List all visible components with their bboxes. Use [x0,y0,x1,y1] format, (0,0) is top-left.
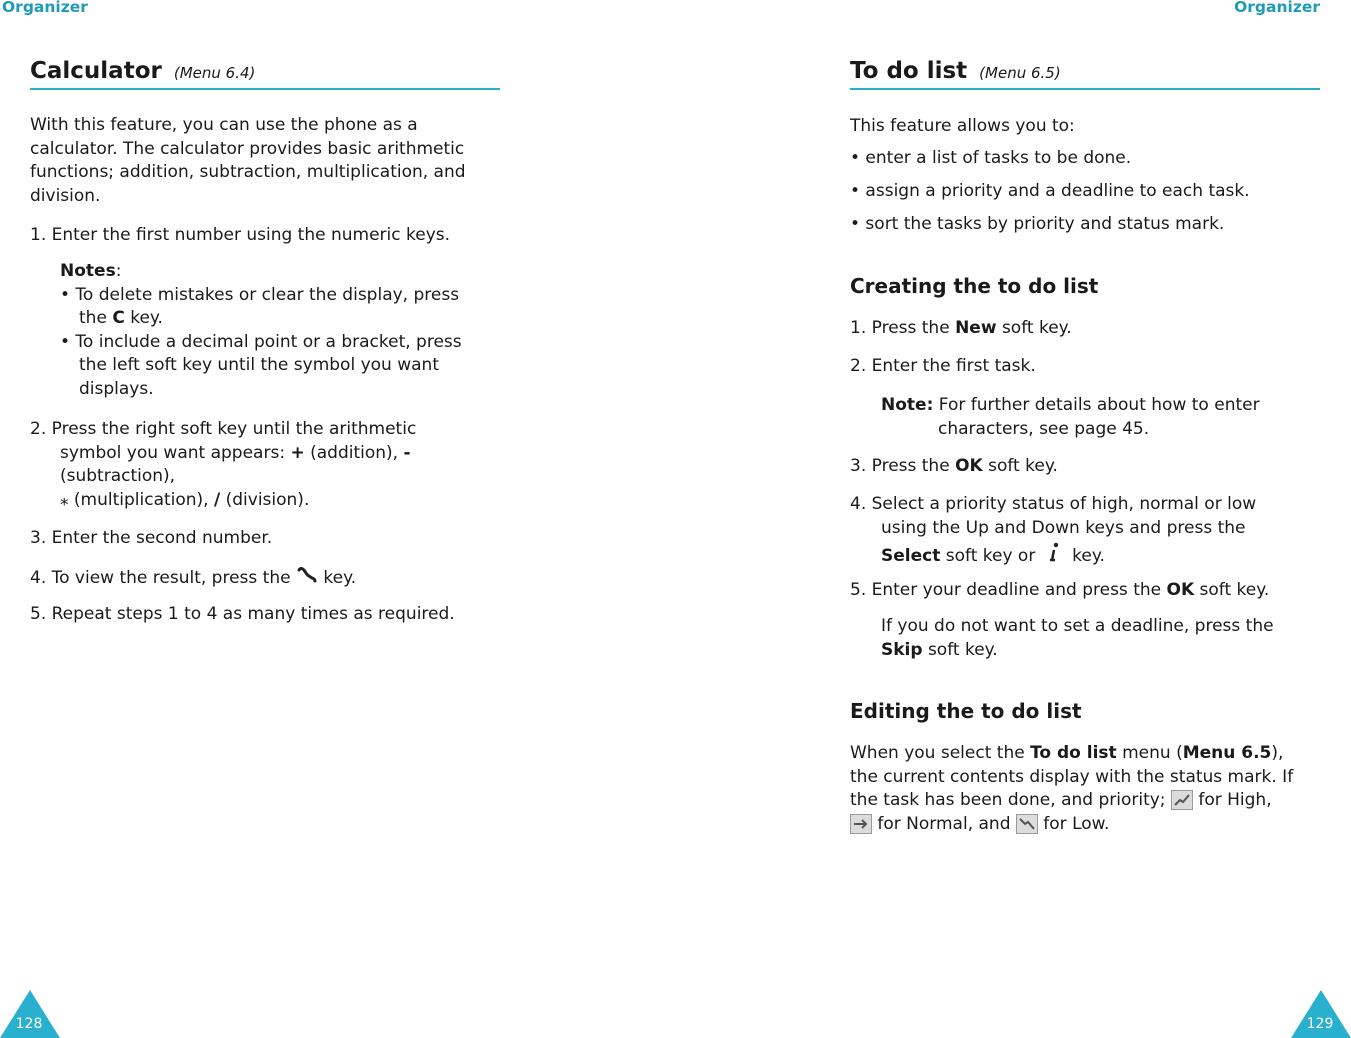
intro-line: With this feature, you can use the phone as a [30,115,418,135]
step-4: 4. To view the result, press the key. [30,565,356,591]
intro-line: division. [30,185,101,206]
step-5: 5. Repeat steps 1 to 4 as many times as required. [30,604,455,624]
page-number: 129 [1306,1016,1334,1032]
intro-text: This feature allows you to: [850,116,1075,136]
title-text: To do list [850,58,968,84]
editing-paragraph: When you select the To do list menu (Menu 6.5), the current contents display with the status mark. If the task has been done, and priority; for High, for Normal, and for Low. [850,743,1294,834]
send-key-icon [296,565,318,591]
page-number: 128 [15,1016,43,1032]
page-header: Organizer [1234,0,1320,16]
left-page [0,0,675,1038]
c-step-3: 3. Press the OK soft key. [850,456,1058,476]
page-header: Organizer [2,0,88,16]
note-block: Note: For further details about how to enter characters, see page 45. [881,395,1260,439]
c-step-4: 4. Select a priority status of high, normal or low using the Up and Down keys and press the Select soft key or key. [850,493,1256,572]
step-1: 1. Enter the first number using the numeric keys. [30,225,451,245]
editing-heading: Editing the to do list [850,699,1082,723]
title-text: Calculator [30,58,162,84]
menu-ref: (Menu 6.4) [173,64,256,82]
notes-block: Notes: • To delete mistakes or clear the display, press the C key. • To include a decimal point or a bracket, press the left soft key until the symbol you want displays. [60,260,462,401]
intro-line: functions; addition, subtraction, multiplication, and [30,162,466,182]
note-line: • To delete mistakes or clear the display, press [60,284,460,305]
skip-note: If you do not want to set a deadline, press the Skip soft key. [881,616,1274,660]
note-line: displays. [79,378,154,399]
section-title-calculator [30,58,500,90]
note-line: the C key. [79,308,163,328]
step-3: 3. Enter the second number. [30,528,273,548]
right-page [676,0,1351,1038]
note-line: • To include a decimal point or a bracket, press [60,331,462,352]
info-key-icon [1041,540,1067,572]
bullet-item: • assign a priority and a deadline to each task. [850,181,1250,201]
c-step-1: 1. Press the New soft key. [850,318,1072,338]
step-2: 2. Press the right soft key until the arithmetic symbol you want appears: + (addition), - (subtraction), ⁎ (multiplication), / (division). [30,419,417,510]
priority-normal-icon [850,814,872,834]
bullet-item: • enter a list of tasks to be done. [850,148,1132,168]
c-step-2: 2. Enter the first task. [850,356,1036,376]
intro-paragraph [30,114,466,208]
bullet-item: • sort the tasks by priority and status mark. [850,214,1225,234]
priority-low-icon [1016,814,1038,834]
c-step-5: 5. Enter your deadline and press the OK soft key. [850,580,1270,600]
priority-high-icon [1171,790,1193,810]
section-title-todo [850,58,1320,90]
intro-line: calculator. The calculator provides basic arithmetic [30,138,465,159]
notes-label: Notes [60,261,116,281]
note-line: the left soft key until the symbol you want [79,355,439,375]
menu-ref: (Menu 6.5) [979,64,1061,82]
multiply-symbol: ⁎ [60,489,69,510]
creating-heading: Creating the to do list [850,274,1099,298]
